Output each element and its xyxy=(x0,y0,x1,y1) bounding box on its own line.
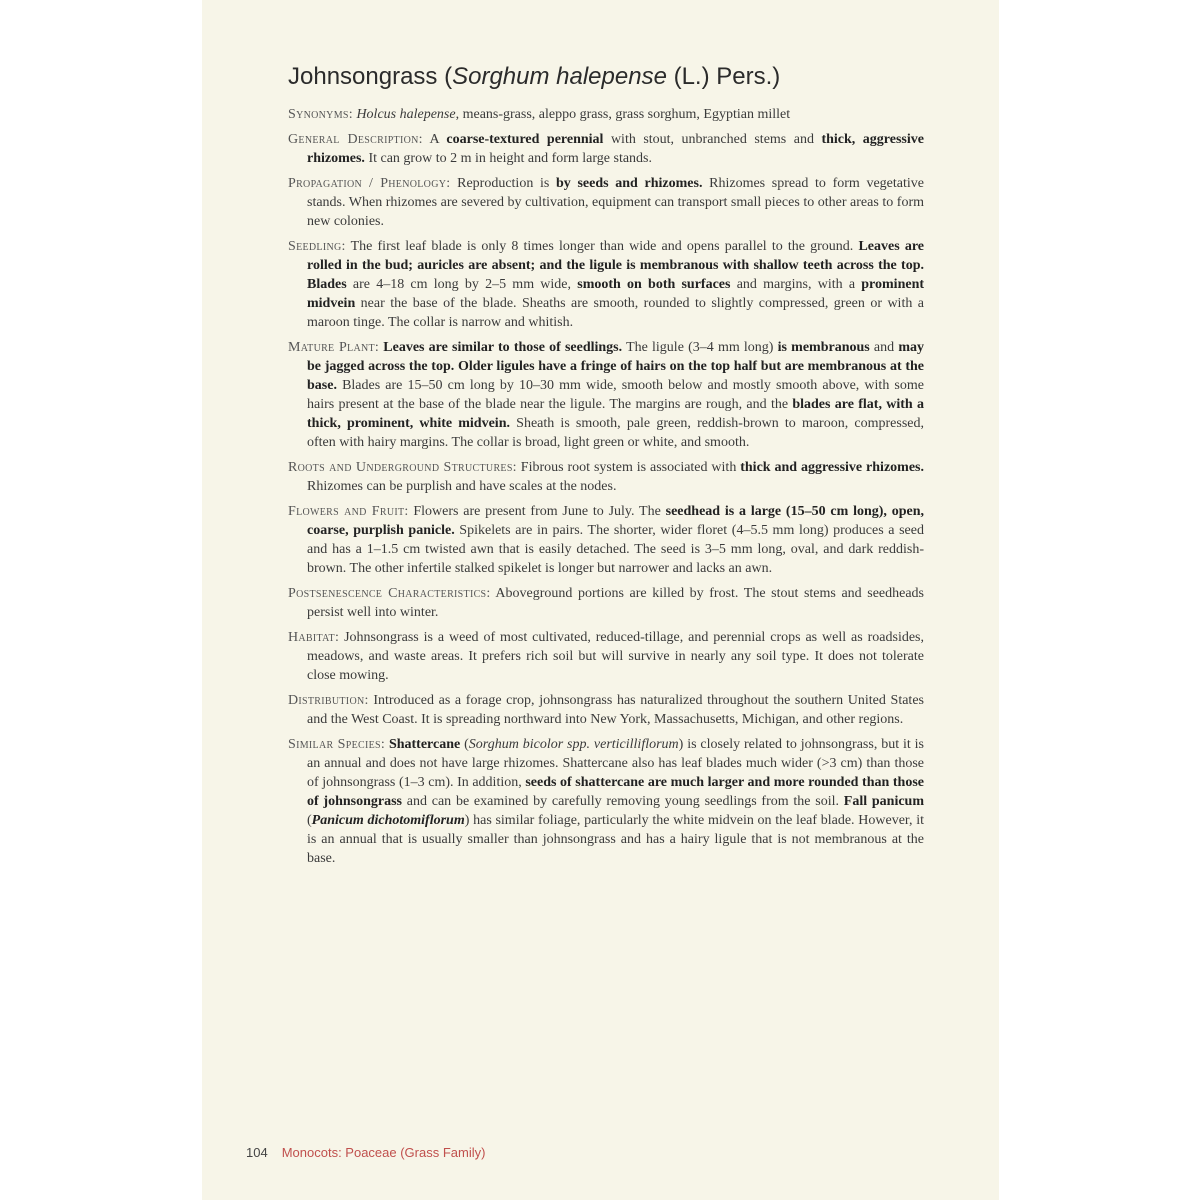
habitat-entry: Habitat: Johnsongrass is a weed of most cultivated, reduced-tillage, and perennial crops as well as roadsides, meadows, and waste areas. It prefers rich soil but will survive in nearly any soil type. It does not tolerate close mowing. xyxy=(288,630,924,683)
distribution-entry: Distribution: Introduced as a forage crop, johnsongrass has naturalized throughout the southern United States and the West Coast. It is spreading northward into New York, Massachusetts, Michigan, and other regions. xyxy=(288,693,924,727)
entry-label: Synonyms: xyxy=(288,107,353,122)
page-number: 104 xyxy=(246,1145,268,1160)
entry-label: Propagation / Phenology: xyxy=(288,176,451,191)
postsenescence-entry: Postsenescence Characteristics: Aboveground portions are killed by frost. The stout stems and seedheads persist well into winter. xyxy=(288,586,925,620)
mature-plant-entry: Mature Plant: Leaves are similar to those of seedlings. The ligule (3–4 mm long) is membranous and may be jagged across the top. Older ligules have a fringe of hairs on the top half but are membranous at the base. Blades are 15–50 cm long by 10–30 mm wide, smooth below and mostly smooth above, with some hairs present at the base of the blade near the ligule. The margins are rough, and the blades are flat, with a thick, prominent, white midvein. Sheath is smooth, pale green, reddish-brown to maroon, compressed, often with hairy margins. The collar is broad, light green or white, and smooth. xyxy=(288,340,925,450)
page-title: Johnsongrass (Sorghum halepense (L.) Pers.) xyxy=(288,63,781,90)
entry-label: Flowers and Fruit: xyxy=(288,504,409,519)
seedling-entry: Seedling: The first leaf blade is only 8 times longer than wide and opens parallel to the ground. Leaves are rolled in the bud; auricles are absent; and the ligule is membranous with shallow teeth across the top. Blades are 4–18 cm long by 2–5 mm wide, smooth on both surfaces and margins, with a prominent midvein near the base of the blade. Sheaths are smooth, rounded to slightly compressed, green or with a maroon tinge. The collar is narrow and whitish. xyxy=(288,239,925,330)
book-page xyxy=(202,0,999,1200)
entry-label: Distribution: xyxy=(288,693,369,708)
flowers-fruit-entry: Flowers and Fruit: Flowers are present from June to July. The seedhead is a large (15–50 cm long), open, coarse, purplish panicle. Spikelets are in pairs. The shorter, wider floret (4–5.5 mm long) produces a seed and has a 1–1.5 cm twisted awn that is easily detached. The seed is 3–5 mm long, oval, and dark reddish-brown. The other infertile stalked spikelet is longer but narrower and lacks an awn. xyxy=(288,504,924,576)
page-footer xyxy=(246,1144,485,1162)
similar-species-entry: Similar Species: Shattercane (Sorghum bicolor spp. verticilliflorum) is closely related to johnsongrass, but it is an annual and does not have large rhizomes. Shattercane also has leaf blades much wider (>3 cm) than those of johnsongrass (1–3 cm). In addition, seeds of shattercane are much larger and more rounded than those of johnsongrass and can be examined by carefully removing young seedlings from the soil. Fall panicum (Panicum dichotomiflorum) has similar foliage, particularly the white midvein on the leaf blade. However, it is an annual that is usually smaller than johnsongrass and has a hairy ligule that is not membranous at the base. xyxy=(288,737,924,866)
propagation-entry: Propagation / Phenology: Reproduction is by seeds and rhizomes. Rhizomes spread to form vegetative stands. When rhizomes are severed by cultivation, equipment can transport small pieces to other areas to form new colonies. xyxy=(288,176,924,229)
scientific-name: Sorghum halepense xyxy=(452,63,667,90)
section-title: Monocots: Poaceae (Grass Family) xyxy=(281,1145,486,1160)
entry-label: Roots and Underground Structures: xyxy=(288,460,517,475)
entry-label: Seedling: xyxy=(288,239,346,254)
synonyms-entry: Synonyms: Holcus halepense, means-grass, aleppo grass, grass sorghum, Egyptian millet xyxy=(288,107,791,122)
species-description xyxy=(288,105,924,874)
entry-label: Postsenescence Characteristics: xyxy=(288,586,491,601)
roots-entry: Roots and Underground Structures: Fibrous root system is associated with thick and aggressive rhizomes. Rhizomes can be purplish and have scales at the nodes. xyxy=(288,460,924,494)
entry-label: Habitat: xyxy=(288,630,340,645)
entry-label: Similar Species: xyxy=(288,737,386,752)
entry-label: Mature Plant: xyxy=(288,340,380,355)
general-description-entry: General Description: A coarse-textured perennial with stout, unbranched stems and thick, aggressive rhizomes. It can grow to 2 m in height and form large stands. xyxy=(288,132,924,166)
entry-label: General Description: xyxy=(288,132,423,147)
